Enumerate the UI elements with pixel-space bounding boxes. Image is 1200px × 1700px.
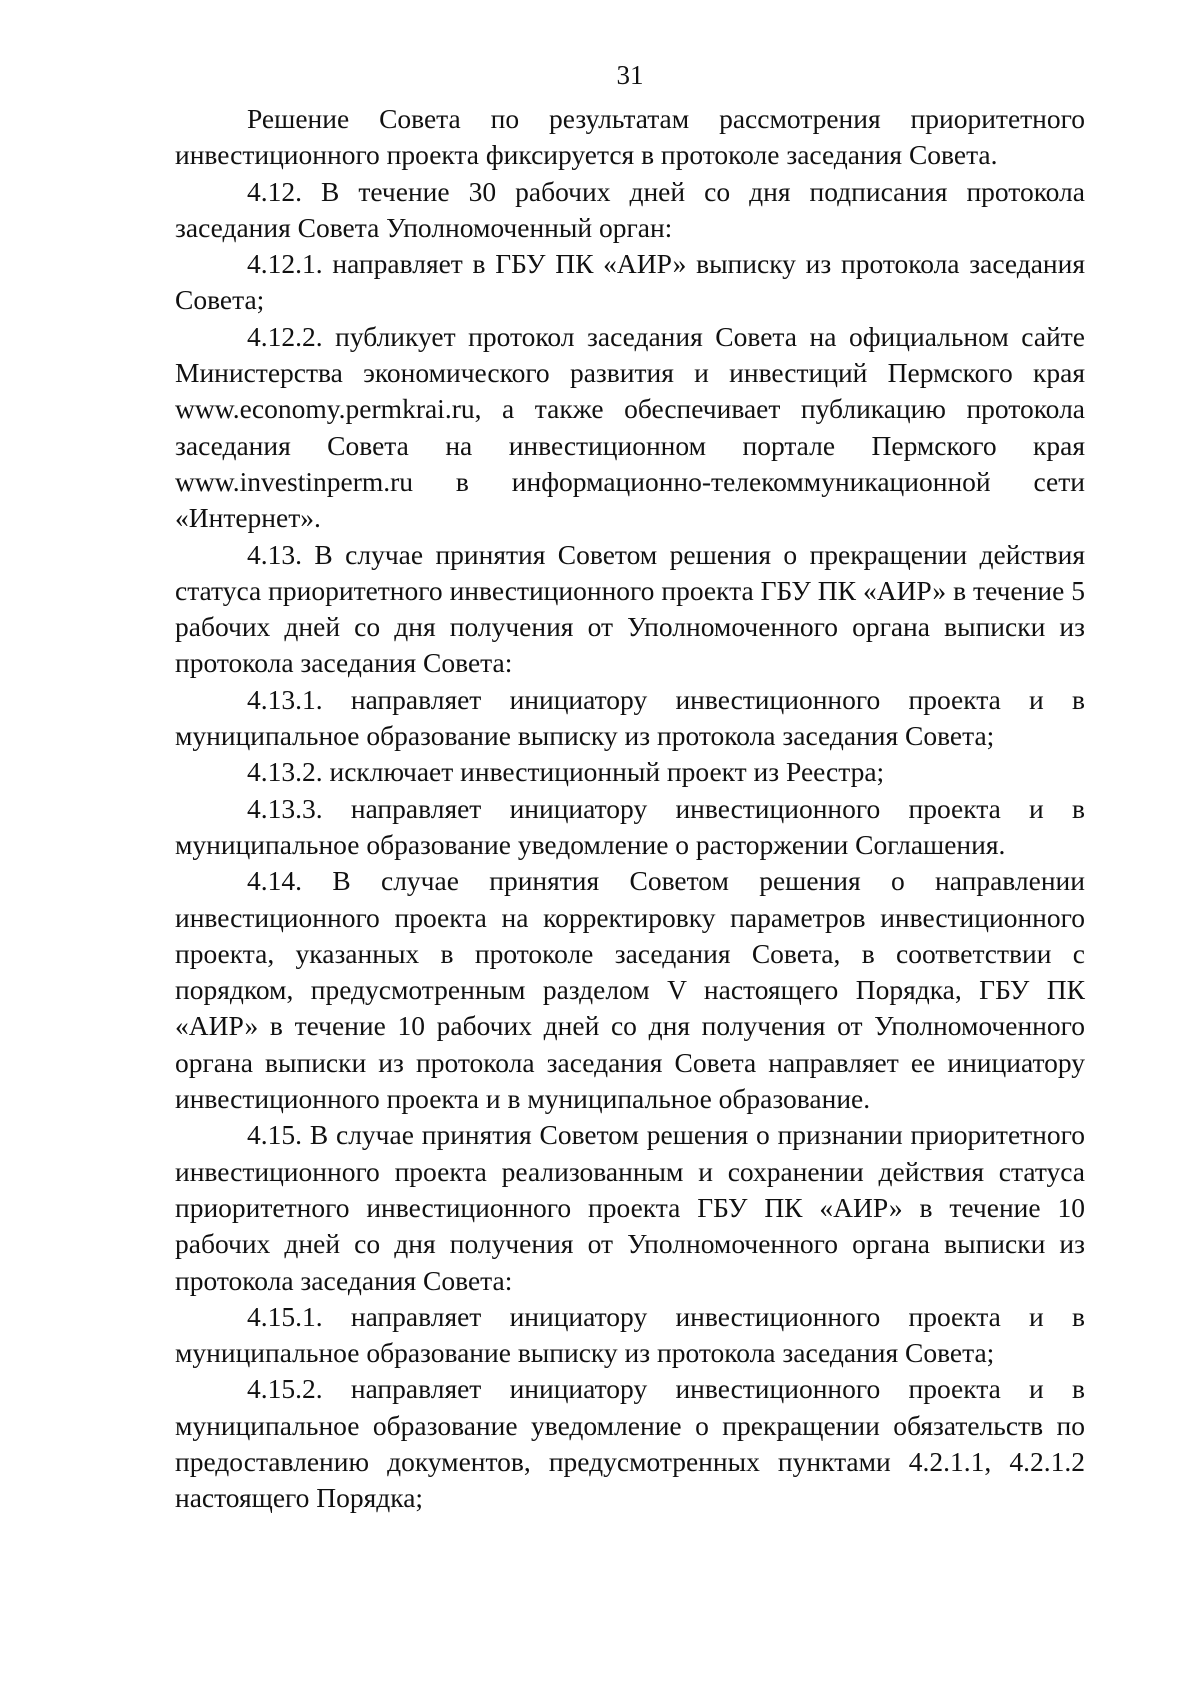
paragraph-4-15-1: 4.15.1. направляет инициатору инвестиционного проекта и в муниципальное образование выписку из протокола заседания Совета; xyxy=(175,1300,1085,1369)
paragraph-4-13-3: 4.13.3. направляет инициатору инвестиционного проекта и в муниципальное образование уведомление о расторжении Соглашения. xyxy=(175,792,1085,860)
paragraph-4-14: 4.14. В случае принятия Советом решения о направлении инвестиционного проекта на корректировку параметров инвестиционного проекта, указанных в протоколе заседания Совета, в соответствии с порядком, предусмотренным разделом V настоящего Порядка, ГБУ ПК «АИР» в течение 10 рабочих дней со дня получения от Уполномоченного органа выписки из протокола заседания Совета направляет ее инициатору инвестиционного проекта и в муниципальное образование. xyxy=(175,865,1085,1115)
paragraph-4-12-2: 4.12.2. публикует протокол заседания Совета на официальном сайте Министерства экономического развития и инвестиций Пермского края www.economy.permkrai.ru, а также обеспечивает публикацию протокола заседания Совета на инвестиционном портале Пермского края www.investinperm.ru в информационно-телекоммуникационной сети «Интернет». xyxy=(175,320,1085,534)
paragraph-council-decision: Решение Совета по результатам рассмотрения приоритетного инвестиционного проекта фиксируется в протоколе заседания Совета. xyxy=(175,103,1085,171)
paragraph-4-13-2: 4.13.2. исключает инвестиционный проект из Реестра; xyxy=(247,756,885,788)
paragraph-4-12-1: 4.12.1. направляет в ГБУ ПК «АИР» выписку из протокола заседания Совета; xyxy=(175,248,1085,316)
paragraph-4-15: 4.15. В случае принятия Советом решения о признании приоритетного инвестиционного проекта реализованным и сохранении действия статуса приоритетного инвестиционного проекта ГБУ ПК «АИР» в течение 10 рабочих дней со дня получения от Уполномоченного органа выписки из протокола заседания Совета: xyxy=(175,1119,1085,1296)
paragraph-4-13: 4.13. В случае принятия Советом решения о прекращении действия статуса приоритетного инвестиционного проекта ГБУ ПК «АИР» в течение 5 рабочих дней со дня получения от Уполномоченного органа выписки из протокола заседания Совета: xyxy=(175,538,1085,679)
paragraph-4-13-1: 4.13.1. направляет инициатору инвестиционного проекта и в муниципальное образование выписку из протокола заседания Совета; xyxy=(175,683,1085,752)
document-page xyxy=(175,55,1085,1517)
paragraph-4-15-2: 4.15.2. направляет инициатору инвестиционного проекта и в муниципальное образование уведомление о прекращении обязательств по предоставлению документов, предусмотренных пунктами 4.2.1.1, 4.2.1.2 настоящего Порядка; xyxy=(175,1373,1085,1514)
paragraph-4-12: 4.12. В течение 30 рабочих дней со дня подписания протокола заседания Совета Уполномоченный орган: xyxy=(175,175,1085,243)
page-number: 31 xyxy=(616,60,644,90)
